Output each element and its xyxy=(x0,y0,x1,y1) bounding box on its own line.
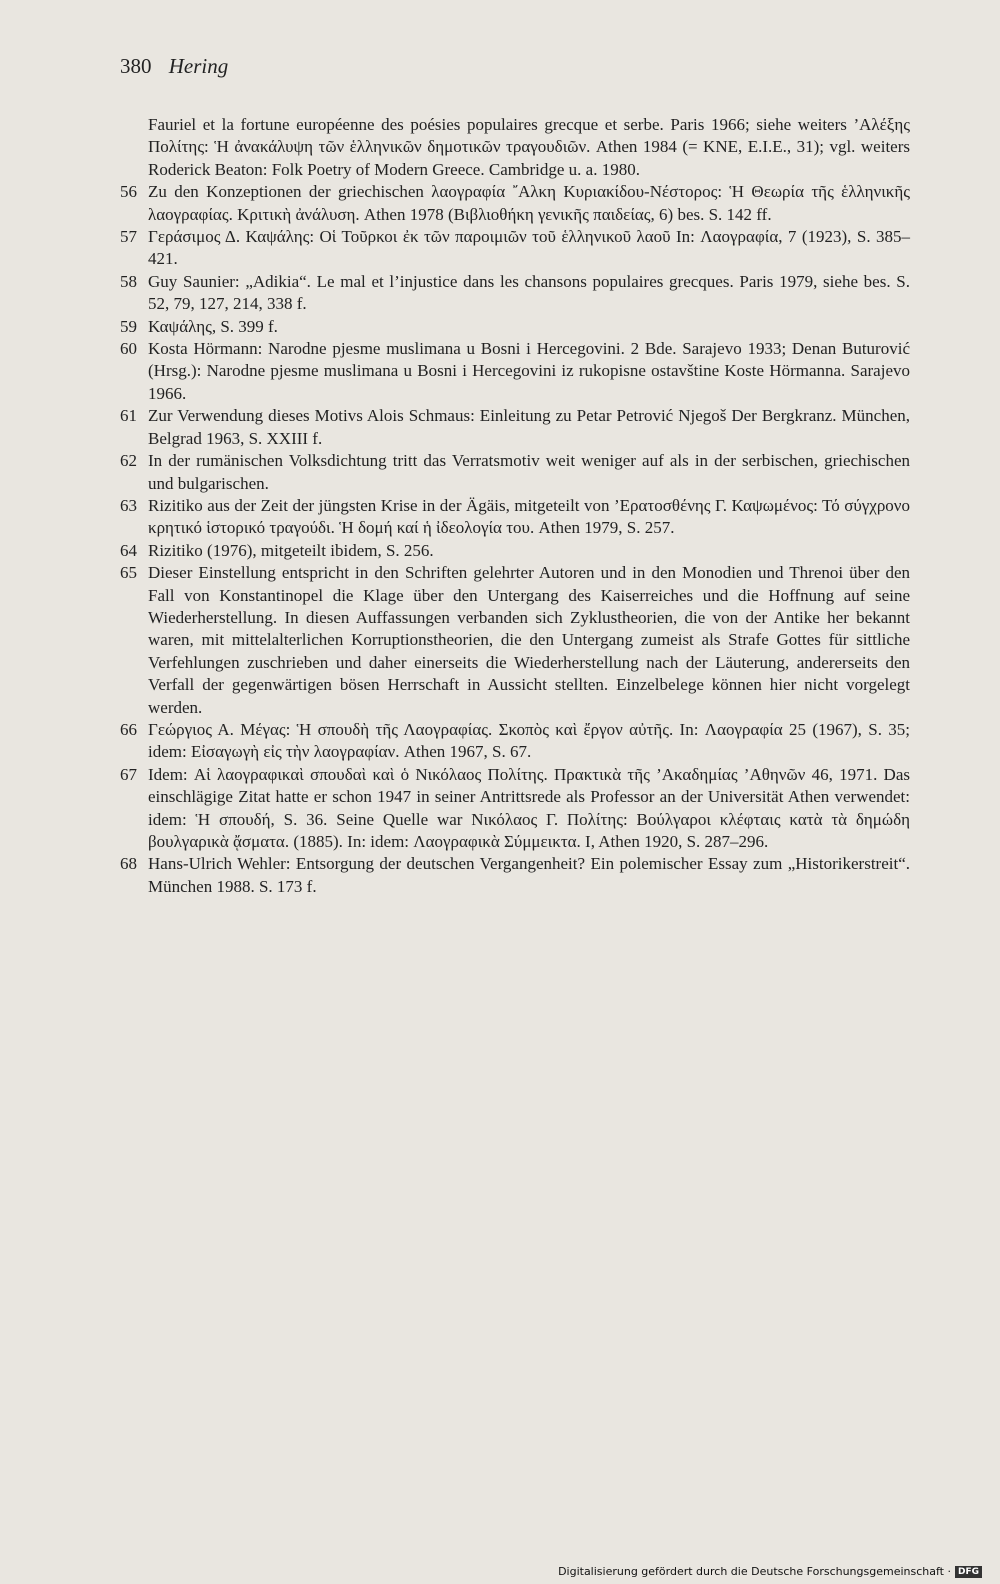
endnote-number: 66 xyxy=(120,719,137,739)
endnote-text: Rizitiko aus der Zeit der jüngsten Krise in der Ägäis, mitgeteilt von ’Ερατοσθένης Γ. Καψωμένος: Τό σύγχρονο κρητικό ἱστορικό τραγούδι. Ἡ δομή καί ἡ ἰδεολογία του. Athen 1979, S. 257. xyxy=(148,495,910,538)
page-number: 380 xyxy=(120,54,152,78)
endnote-text: Hans-Ulrich Wehler: Entsorgung der deutschen Vergangenheit? Ein polemischer Essay zum „Historikerstreit“. München 1988. S. 173 f. xyxy=(148,854,910,896)
running-author: Hering xyxy=(168,54,229,78)
endnote xyxy=(120,764,910,854)
endnote-number: 65 xyxy=(120,563,137,583)
endnote xyxy=(120,271,910,316)
footer-text: Digitalisierung gefördert durch die Deutsche Forschungsgemeinschaft · xyxy=(558,1565,951,1578)
footer-credit xyxy=(558,1565,982,1578)
endnote xyxy=(120,338,910,405)
endnote-text: Rizitiko (1976), mitgeteilt ibidem, S. 256. xyxy=(148,540,434,560)
endnote-text: Zur Verwendung dieses Motivs Alois Schmaus: Einleitung zu Petar Petrović Njegoš Der Bergkranz. München, Belgrad 1963, S. XXIII f. xyxy=(148,406,910,448)
endnote xyxy=(120,316,910,338)
endnote xyxy=(120,405,910,450)
endnote xyxy=(120,114,910,181)
endnote-number: 59 xyxy=(120,316,137,336)
endnote-number: 60 xyxy=(120,339,137,359)
endnote-number: 61 xyxy=(120,406,137,426)
endnote-text: Idem: Αἱ λαογραφικαὶ σπουδαὶ καὶ ὁ Νικόλαος Πολίτης. Πρακτικὰ τῆς ’Ακαδημίας ’Αθηνῶν 46, 1971. Das einschlägige Zitat hatte er schon 1947 in seiner Antrittsrede als Professor an der Universität Athen verwendet: idem: Ἡ σπουδή, S. 36. Seine Quelle war Νικόλαος Γ. Πολίτης: Βούλγαροι κλέφταις κατὰ τὰ δημώδη βουλγαρικὰ ᾄσματα. (1885). In: idem: Λαογραφικὰ Σύμμεικτα. I, Athen 1920, S. 287–296. xyxy=(148,764,910,851)
endnote xyxy=(120,495,910,540)
endnote-text: Καψάλης, S. 399 f. xyxy=(148,316,278,336)
endnote-number: 67 xyxy=(120,764,137,784)
endnote-text: In der rumänischen Volksdichtung tritt das Verratsmotiv weit weniger auf als in der serbischen, griechischen und bulgarischen. xyxy=(148,451,910,493)
endnote xyxy=(120,853,910,898)
endnote xyxy=(120,562,910,719)
endnote-number: 56 xyxy=(120,182,137,202)
endnote xyxy=(120,181,910,226)
endnote-number: 62 xyxy=(120,451,137,471)
running-header xyxy=(120,54,228,79)
endnote-text: Fauriel et la fortune européenne des poésies populaires grecque et serbe. Paris 1966; siehe weiters ’Αλέξης Πολίτης: Ἡ ἀνακάλυψη τῶν ἑλληνικῶν δημοτικῶν τραγουδιῶν. Athen 1984 (= KNE, E.I.E., 31); vgl. weiters Roderick Beaton: Folk Poetry of Modern Greece. Cambridge u. a. 1980. xyxy=(148,115,910,179)
endnote-text: Γεώργιος Α. Μέγας: Ἡ σπουδὴ τῆς Λαογραφίας. Σκοπὸς καὶ ἔργον αὐτῆς. In: Λαογραφία 25 (1967), S. 35; idem: Εἰσαγωγὴ εἰς τὴν λαογραφίαν. Athen 1967, S. 67. xyxy=(148,719,910,762)
endnote xyxy=(120,540,910,562)
endnote xyxy=(120,450,910,495)
endnote-text: Γεράσιμος Δ. Καψάλης: Οἱ Τοῦρκοι ἐκ τῶν παροιμιῶν τοῦ ἑλληνικοῦ λαοῦ In: Λαογραφία, 7 (1923), S. 385–421. xyxy=(148,227,910,269)
endnotes xyxy=(120,114,910,898)
endnote xyxy=(120,226,910,271)
dfg-logo: DFG xyxy=(955,1566,982,1578)
endnote-number: 63 xyxy=(120,495,137,515)
endnote-text: Guy Saunier: „Adikia“. Le mal et l’injustice dans les chansons populaires grecques. Paris 1979, siehe bes. S. 52, 79, 127, 214, 338 f. xyxy=(148,271,910,314)
endnote-text: Zu den Konzeptionen der griechischen λαογραφία ῎Αλκη Κυριακίδου-Νέστορος: Ἡ Θεωρία τῆς ἑλληνικῆς λαογραφίας. Κριτικὴ ἀνάλυση. Athen 1978 (Βιβλιοθήκη γενικῆς παιδείας, 6) bes. S. 142 ff. xyxy=(148,182,910,224)
endnote-number: 58 xyxy=(120,271,137,291)
endnote xyxy=(120,719,910,764)
endnote-number: 57 xyxy=(120,227,137,247)
endnote-number: 68 xyxy=(120,854,137,874)
endnote-text: Dieser Einstellung entspricht in den Schriften gelehrter Autoren und in den Monodien und Threnoi über den Fall von Konstantinopel die Klage über den Untergang des Kaiserreiches und die Hoffnung auf seine Wiederherstellung. In diesen Auffassungen verbanden sich Zyklustheorien, die von der Antike her bekannt waren, mit mittelalterlichen Korruptionstheorien, die den Untergang zumeist als Strafe Gottes für sittliche Verfehlungen zuschrieben und daher einerseits die Wiederherstellung nach der Läuterung, andererseits den Verfall der gegenwärtigen bösen Herrschaft in Aussicht stellten. Einzelbelege können hier nicht vorgelegt werden. xyxy=(148,563,910,717)
endnote-number: 64 xyxy=(120,540,137,560)
endnote-text: Kosta Hörmann: Narodne pjesme muslimana u Bosni i Hercegovini. 2 Bde. Sarajevo 1933; Denan Buturović (Hrsg.): Narodne pjesme muslimana u Bosni i Hercegovini iz rukopisne ostavštine Koste Hörmanna. Sarajevo 1966. xyxy=(148,339,910,403)
